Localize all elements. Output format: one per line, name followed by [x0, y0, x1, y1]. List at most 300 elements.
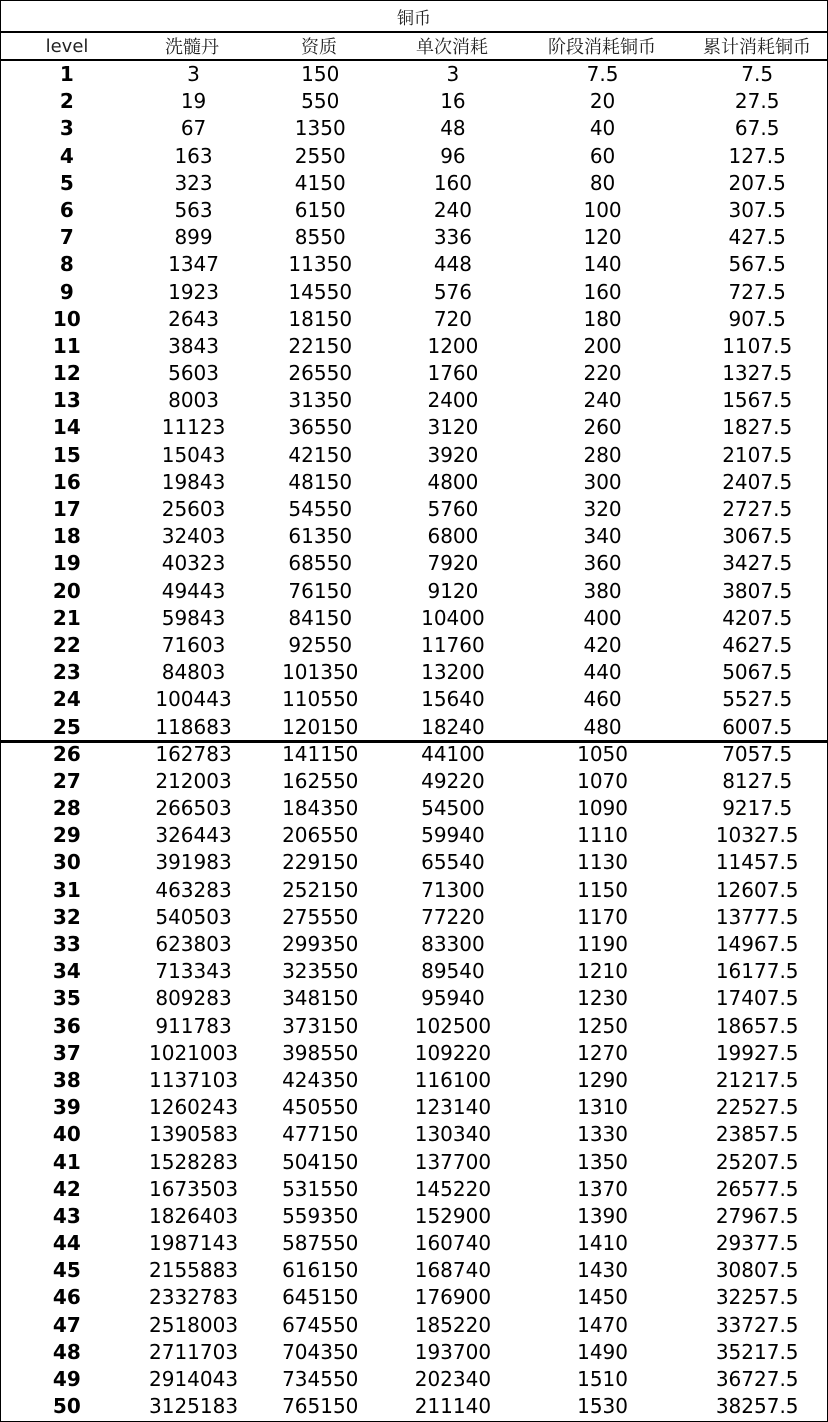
table-row: [1, 143, 827, 170]
stage-cost-cell: 340: [583, 524, 622, 549]
cumulative-cost-cell: 5527.5: [722, 687, 793, 712]
xisuidan-cell: 32403: [161, 524, 226, 549]
zizhi-cell: 92550: [288, 632, 353, 657]
stage-cost-cell: 80: [589, 170, 616, 195]
zizhi-cell: 704350: [282, 1339, 359, 1364]
single-cost-cell: 102500: [414, 1013, 492, 1038]
xisuidan-cell: 118683: [155, 714, 232, 739]
zizhi-cell: 18150: [288, 306, 353, 331]
table-row: [1, 1257, 827, 1284]
xisuidan-cell: 49443: [161, 578, 226, 603]
table-row: [1, 1230, 827, 1257]
single-cost-cell: 336: [433, 225, 473, 250]
xisuidan-cell: 1137103: [149, 1067, 239, 1092]
stage-cost-cell: 1290: [577, 1067, 629, 1092]
table-row: [1, 414, 827, 441]
cumulative-cost-cell: 11457.5: [715, 850, 799, 875]
cumulative-cost-cell: 7057.5: [722, 741, 793, 766]
xisuidan-cell: 1987143: [149, 1231, 239, 1256]
table-row: [1, 1312, 827, 1339]
level-cell: 5: [59, 170, 74, 195]
stage-cost-cell: 300: [583, 469, 622, 494]
single-cost-cell: 13200: [421, 660, 485, 685]
zizhi-cell: 48150: [288, 469, 353, 494]
zizhi-cell: 398550: [282, 1040, 359, 1065]
table-row: [1, 904, 827, 931]
level-cell: 23: [52, 660, 81, 685]
stage-cost-cell: 140: [583, 252, 622, 277]
cumulative-cost-cell: 2727.5: [722, 497, 793, 521]
stage-cost-cell: 1130: [577, 850, 629, 875]
table-row: [1, 686, 827, 713]
zizhi-cell: 229150: [282, 850, 359, 875]
xisuidan-cell: 713343: [155, 959, 232, 984]
stage-cost-cell: 280: [583, 442, 622, 467]
zizhi-cell: 531550: [282, 1176, 359, 1201]
stage-cost-cell: 1090: [577, 796, 629, 821]
zizhi-cell: 31350: [288, 388, 353, 413]
level-cell: 49: [52, 1367, 81, 1391]
cumulative-cost-cell: 307.5: [728, 197, 786, 222]
level-cell: 11: [52, 333, 81, 358]
xisuidan-cell: 3: [187, 62, 200, 86]
cumulative-cost-cell: 22527.5: [715, 1095, 799, 1120]
level-cell: 7: [59, 225, 74, 250]
single-cost-cell: 5760: [427, 497, 479, 521]
zizhi-cell: 348150: [282, 986, 359, 1011]
xisuidan-cell: 163: [174, 143, 213, 168]
cumulative-cost-cell: 207.5: [728, 170, 786, 195]
single-cost-cell: 130340: [414, 1122, 492, 1147]
table-row: [1, 849, 827, 876]
cumulative-cost-cell: 21217.5: [715, 1067, 799, 1092]
stage-cost-cell: 1230: [577, 986, 629, 1011]
xisuidan-cell: 15043: [161, 442, 226, 467]
stage-cost-cell: 1170: [577, 904, 629, 929]
table-row: [1, 741, 827, 768]
table-row: [1, 279, 827, 306]
level-cell: 40: [52, 1122, 81, 1147]
table-row: [1, 1067, 827, 1094]
level-cell: 41: [52, 1149, 81, 1174]
xisuidan-cell: 1923: [168, 279, 219, 304]
single-cost-cell: 6800: [427, 524, 479, 549]
zizhi-cell: 101350: [282, 660, 359, 685]
table-row: [1, 496, 827, 523]
xisuidan-cell: 1390583: [149, 1122, 239, 1147]
stage-cost-cell: 1450: [577, 1285, 629, 1310]
level-cell: 42: [52, 1176, 81, 1201]
table-row: [1, 1176, 827, 1203]
stage-cost-cell: 400: [583, 605, 622, 630]
single-cost-cell: 77220: [421, 904, 485, 929]
level-cell: 45: [52, 1258, 81, 1283]
xisuidan-cell: 391983: [155, 850, 232, 875]
cumulative-cost-cell: 127.5: [728, 143, 786, 168]
xisuidan-cell: 11123: [161, 415, 226, 440]
stage-cost-cell: 1150: [577, 877, 629, 902]
zizhi-cell: 765150: [282, 1394, 359, 1419]
xisuidan-cell: 19: [180, 89, 207, 114]
zizhi-cell: 76150: [288, 578, 353, 603]
table-row: [1, 632, 827, 659]
level-cell: 22: [52, 632, 81, 657]
xisuidan-cell: 162783: [155, 741, 232, 766]
zizhi-cell: 42150: [288, 442, 353, 467]
stage-cost-cell: 1190: [577, 932, 629, 956]
stage-cost-cell: 1490: [577, 1339, 629, 1364]
table-row: [1, 1366, 827, 1393]
zizhi-cell: 550: [301, 89, 340, 114]
cumulative-cost-cell: 27967.5: [715, 1203, 799, 1228]
single-cost-cell: 59940: [421, 823, 485, 848]
single-cost-cell: 71300: [421, 877, 485, 902]
stage-cost-cell: 120: [583, 225, 622, 250]
single-cost-cell: 576: [433, 279, 473, 304]
table-row: [1, 1149, 827, 1176]
table-row: [1, 61, 827, 88]
single-cost-cell: 3: [446, 62, 460, 86]
table-row: [1, 550, 827, 577]
zizhi-cell: 275550: [282, 904, 359, 929]
single-cost-cell: 152900: [414, 1203, 492, 1228]
table-row: [1, 659, 827, 686]
single-cost-cell: 54500: [421, 796, 485, 821]
level-cell: 8: [59, 252, 74, 277]
zizhi-cell: 11350: [288, 252, 353, 277]
single-cost-cell: 185220: [414, 1312, 492, 1337]
zizhi-cell: 674550: [282, 1312, 359, 1337]
stage-cost-cell: 1430: [577, 1258, 629, 1283]
cumulative-cost-cell: 27.5: [734, 89, 780, 114]
cumulative-cost-cell: 10327.5: [715, 823, 799, 848]
table-row: [1, 1094, 827, 1121]
level-cell: 24: [52, 687, 81, 712]
stage-cost-cell: 1070: [577, 768, 629, 793]
level-cell: 21: [52, 605, 81, 630]
stage-cost-cell: 1330: [577, 1122, 629, 1147]
zizhi-cell: 587550: [282, 1231, 359, 1256]
single-cost-cell: 145220: [414, 1176, 492, 1201]
single-cost-cell: 240: [433, 197, 473, 222]
zizhi-cell: 61350: [288, 524, 353, 549]
zizhi-cell: 299350: [282, 932, 359, 956]
xisuidan-cell: 2332783: [149, 1285, 239, 1310]
stage-cost-cell: 360: [583, 551, 622, 576]
level-cell: 17: [52, 497, 81, 521]
single-cost-cell: 3920: [427, 442, 479, 467]
zizhi-cell: 141150: [282, 741, 359, 766]
zizhi-cell: 184350: [282, 796, 359, 821]
cumulative-cost-cell: 30807.5: [715, 1258, 799, 1283]
single-cost-cell: 160740: [414, 1231, 492, 1256]
level-cell: 15: [52, 442, 81, 467]
level-cell: 14: [52, 415, 81, 440]
table-row: [1, 442, 827, 469]
stage-cost-cell: 1530: [577, 1394, 629, 1419]
stage-cost-cell: 7.5: [586, 62, 619, 86]
table-row: [1, 306, 827, 333]
single-cost-cell: 720: [433, 306, 473, 331]
header-row: [1, 33, 827, 61]
single-cost-cell: 3120: [427, 415, 479, 440]
cumulative-cost-cell: 35217.5: [715, 1339, 799, 1364]
table-row: [1, 1339, 827, 1366]
level-cell: 1: [59, 62, 74, 86]
cumulative-cost-cell: 2107.5: [722, 442, 793, 467]
stage-cost-cell: 60: [589, 143, 616, 168]
stage-cost-cell: 1270: [577, 1040, 629, 1065]
xisuidan-cell: 19843: [161, 469, 226, 494]
cumulative-cost-cell: 23857.5: [715, 1122, 799, 1147]
level-cell: 39: [52, 1095, 81, 1120]
level-cell: 28: [52, 796, 81, 821]
xisuidan-cell: 2518003: [149, 1312, 239, 1337]
cumulative-cost-cell: 727.5: [728, 279, 786, 304]
single-cost-cell: 137700: [414, 1149, 492, 1174]
stage-cost-cell: 1350: [577, 1149, 629, 1174]
level-cell: 31: [52, 877, 81, 902]
stage-cost-cell: 380: [583, 578, 622, 603]
xisuidan-cell: 100443: [155, 687, 232, 712]
table-row: [1, 578, 827, 605]
single-cost-cell: 16: [440, 89, 466, 114]
table-row: [1, 251, 827, 278]
table-row: [1, 931, 827, 958]
single-cost-cell: 202340: [414, 1367, 492, 1391]
cumulative-cost-cell: 427.5: [728, 225, 786, 250]
zizhi-cell: 120150: [282, 714, 359, 739]
table-title: 铜币: [1, 1, 827, 33]
cumulative-cost-cell: 1327.5: [722, 361, 793, 386]
table-row: [1, 877, 827, 904]
level-cell: 48: [52, 1339, 81, 1364]
table-row: [1, 387, 827, 414]
cumulative-cost-cell: 38257.5: [715, 1394, 799, 1419]
cumulative-cost-cell: 6007.5: [722, 714, 793, 739]
single-cost-cell: 193700: [414, 1339, 492, 1364]
stage-cost-cell: 1050: [577, 741, 629, 766]
table-row: [1, 1203, 827, 1230]
level-cell: 44: [52, 1231, 81, 1256]
zizhi-cell: 22150: [288, 333, 353, 358]
table-row: [1, 795, 827, 822]
level-cell: 2: [59, 89, 74, 114]
single-cost-cell: 83300: [421, 932, 485, 956]
table-row: [1, 768, 827, 795]
xisuidan-cell: 266503: [155, 796, 232, 821]
xisuidan-cell: 1673503: [149, 1176, 239, 1201]
cumulative-cost-cell: 4207.5: [722, 605, 793, 630]
header-zizhi: 资质: [301, 37, 337, 58]
level-cell: 9: [59, 279, 74, 304]
single-cost-cell: 1200: [427, 333, 479, 358]
single-cost-cell: 9120: [427, 578, 479, 603]
level-cell: 29: [52, 823, 81, 848]
single-cost-cell: 18240: [421, 714, 485, 739]
cumulative-cost-cell: 567.5: [728, 252, 786, 277]
level-cell: 10: [52, 306, 81, 331]
xisuidan-cell: 1347: [168, 252, 219, 277]
zizhi-cell: 477150: [282, 1122, 359, 1147]
stage-cost-cell: 1470: [577, 1312, 629, 1337]
xisuidan-cell: 1528283: [149, 1149, 239, 1174]
level-cell: 37: [52, 1040, 81, 1065]
zizhi-cell: 323550: [282, 959, 359, 984]
header-xisuidan: 洗髓丹: [165, 37, 219, 58]
xisuidan-cell: 1826403: [149, 1203, 239, 1228]
single-cost-cell: 123140: [414, 1095, 492, 1120]
cumulative-cost-cell: 3807.5: [722, 578, 793, 603]
xisuidan-cell: 1260243: [149, 1095, 239, 1120]
level-cell: 12: [52, 361, 81, 386]
single-cost-cell: 48: [440, 116, 466, 141]
cumulative-cost-cell: 26577.5: [715, 1176, 799, 1201]
table-row: [1, 1040, 827, 1067]
table-row: [1, 333, 827, 360]
level-cell: 50: [52, 1394, 81, 1419]
xisuidan-cell: 463283: [155, 877, 232, 902]
level-cell: 20: [52, 578, 81, 603]
stage-cost-cell: 1390: [577, 1203, 629, 1228]
stage-cost-cell: 320: [583, 497, 622, 521]
level-cell: 6: [59, 197, 74, 222]
level-cell: 18: [52, 524, 81, 549]
level-cell: 43: [52, 1203, 81, 1228]
level-cell: 35: [52, 986, 81, 1011]
level-cell: 33: [52, 932, 81, 956]
stage-cost-cell: 260: [583, 415, 622, 440]
stage-cost-cell: 1510: [577, 1367, 629, 1391]
xisuidan-cell: 2643: [168, 306, 219, 331]
header-stage-cost: 阶段消耗铜币: [548, 37, 656, 58]
table-row: [1, 360, 827, 387]
cumulative-cost-cell: 32257.5: [715, 1285, 799, 1310]
single-cost-cell: 10400: [421, 605, 485, 630]
cumulative-cost-cell: 8127.5: [722, 768, 793, 793]
zizhi-cell: 14550: [288, 279, 353, 304]
table-row: [1, 985, 827, 1012]
xisuidan-cell: 623803: [155, 932, 232, 956]
zizhi-cell: 54550: [288, 497, 353, 521]
level-cell: 46: [52, 1285, 81, 1310]
xisuidan-cell: 911783: [155, 1013, 232, 1038]
zizhi-cell: 150: [301, 62, 340, 86]
single-cost-cell: 65540: [421, 850, 485, 875]
single-cost-cell: 15640: [421, 687, 485, 712]
single-cost-cell: 448: [433, 252, 473, 277]
stage-cost-cell: 100: [583, 197, 622, 222]
xisuidan-cell: 212003: [155, 768, 232, 793]
xisuidan-cell: 84803: [161, 660, 226, 685]
table-row: [1, 1013, 827, 1040]
stage-cost-cell: 480: [583, 714, 622, 739]
cumulative-cost-cell: 16177.5: [715, 959, 799, 984]
zizhi-cell: 68550: [288, 551, 353, 576]
stage-cost-cell: 440: [583, 660, 622, 685]
zizhi-cell: 450550: [282, 1095, 359, 1120]
header-level: level: [45, 35, 89, 57]
level-cell: 32: [52, 904, 81, 929]
zizhi-cell: 110550: [282, 687, 359, 712]
level-cell: 16: [52, 469, 81, 494]
xisuidan-cell: 540503: [155, 904, 232, 929]
cumulative-cost-cell: 1107.5: [722, 333, 793, 358]
table-row: [1, 88, 827, 115]
single-cost-cell: 160: [433, 170, 473, 195]
zizhi-cell: 1350: [294, 116, 346, 141]
level-cell: 25: [52, 714, 81, 739]
cumulative-cost-cell: 1567.5: [722, 388, 793, 413]
cumulative-cost-cell: 4627.5: [722, 632, 793, 657]
zizhi-cell: 424350: [282, 1067, 359, 1092]
table-row: [1, 170, 827, 197]
zizhi-cell: 252150: [282, 877, 359, 902]
xisuidan-cell: 323: [174, 170, 213, 195]
zizhi-cell: 84150: [288, 605, 353, 630]
xisuidan-cell: 2155883: [149, 1258, 239, 1283]
zizhi-cell: 6150: [294, 197, 346, 222]
table-row: [1, 224, 827, 251]
stage-cost-cell: 1370: [577, 1176, 629, 1201]
xisuidan-cell: 809283: [155, 986, 232, 1011]
stage-cost-cell: 1410: [577, 1231, 629, 1256]
zizhi-cell: 645150: [282, 1285, 359, 1310]
stage-cost-cell: 220: [583, 361, 622, 386]
level-cell: 36: [52, 1013, 81, 1038]
table-row: [1, 822, 827, 849]
table-row: [1, 714, 827, 741]
single-cost-cell: 95940: [421, 986, 485, 1011]
xisuidan-cell: 67: [180, 116, 207, 141]
zizhi-cell: 504150: [282, 1149, 359, 1174]
table-row: [1, 1121, 827, 1148]
table-row: [1, 197, 827, 224]
table-row: [1, 1393, 827, 1420]
cumulative-cost-cell: 7.5: [741, 62, 774, 86]
table-row: [1, 1284, 827, 1311]
cumulative-cost-cell: 19927.5: [715, 1040, 799, 1065]
xisuidan-cell: 563: [174, 197, 213, 222]
single-cost-cell: 176900: [414, 1285, 492, 1310]
single-cost-cell: 96: [440, 143, 466, 168]
zizhi-cell: 36550: [288, 415, 353, 440]
cumulative-cost-cell: 3427.5: [722, 551, 793, 576]
cumulative-cost-cell: 2407.5: [722, 469, 793, 494]
stage-cost-cell: 1110: [577, 823, 629, 848]
stage-cost-cell: 240: [583, 388, 622, 413]
xisuidan-cell: 2914043: [149, 1367, 239, 1391]
xisuidan-cell: 3843: [168, 333, 219, 358]
level-cell: 26: [52, 741, 81, 766]
single-cost-cell: 7920: [427, 551, 479, 576]
zizhi-cell: 373150: [282, 1013, 359, 1038]
zizhi-cell: 559350: [282, 1203, 359, 1228]
stage-cost-cell: 200: [583, 333, 622, 358]
zizhi-cell: 616150: [282, 1258, 359, 1283]
single-cost-cell: 109220: [414, 1040, 492, 1065]
level-cell: 13: [52, 388, 81, 413]
cumulative-cost-cell: 9217.5: [722, 796, 793, 821]
table-row: [1, 605, 827, 632]
single-cost-cell: 168740: [414, 1258, 492, 1283]
zizhi-cell: 2550: [294, 143, 346, 168]
level-cell: 3: [59, 116, 74, 141]
level-cell: 38: [52, 1067, 81, 1092]
header-cumulative-cost: 累计消耗铜币: [703, 37, 811, 58]
zizhi-cell: 8550: [294, 225, 346, 250]
stage-cost-cell: 180: [583, 306, 622, 331]
